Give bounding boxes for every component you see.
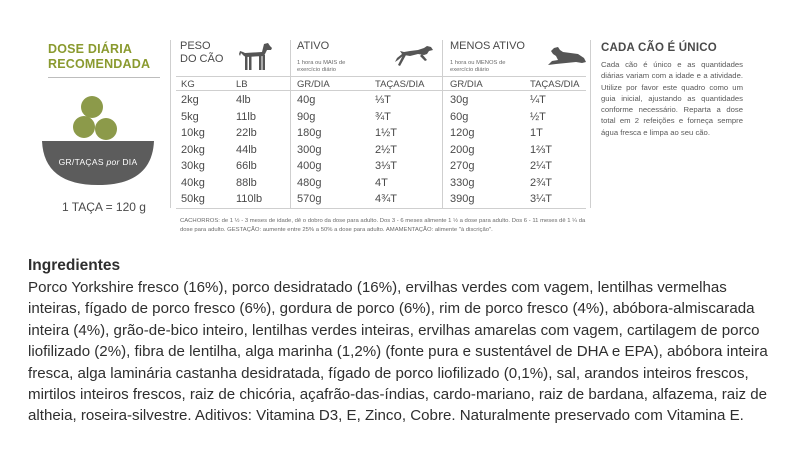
table-cell-row-active-cups: 4T [375,176,388,189]
cup-equivalence: 1 TAÇA = 120 g [62,200,146,214]
table-cell-row-active-gr: 300g [297,143,322,156]
bowl-label-a: GR/TAÇAS [58,157,104,167]
column-header-less-gr: GR/DIA [450,79,483,90]
footnote: CACHORROS: de 1 ½ - 3 meses de idade, dê o dobro da dose para adulto. Dos 3 - 6 meses alimente 1 ½ a dose para adulto. Dos 6 - 11 meses dê 1 ¼ da dose para adulto. GESTAÇÃO: aumente entre 25% a 50% a dose para adulto. AMAMENTAÇÃO: alimente "à discrição". [180,218,586,233]
dose-title [48,42,168,72]
table-cell-row-lb: 11lb [236,110,256,123]
table-cell-row-kg: 10kg [181,127,205,139]
table-cell-row-kg: 40kg [181,176,205,189]
dose-title-line2: RECOMENDADA [48,57,151,71]
kibble-icon [95,118,117,140]
group-active-sub1: 1 hora ou MAIS de [297,60,346,66]
table-cell-row-active-cups: ⅓T [375,94,391,106]
table-cell-row-lb: 66lb [236,160,257,172]
table-cell-row-active-gr: 90g [297,110,316,123]
table-cell-row-less-cups: 2¾T [530,176,553,189]
table-cell-row-less-gr: 200g [450,143,475,156]
group-less-active-sub [450,60,530,74]
table-cell-row-active-cups: 4¾T [375,193,398,205]
group-dog-weight [180,40,223,66]
table-cell-row-less-cups: 1⅔T [530,143,553,156]
bowl-label-c: DIA [122,157,138,167]
running-dog-icon [394,44,434,70]
table-rule [176,208,586,209]
table-cell-row-kg: 20kg [181,143,205,156]
table-cell-row-less-gr: 390g [450,193,475,205]
table-cell-row-less-cups: ¼T [530,94,546,106]
column-header-lb: LB [236,79,248,90]
table-cell-row-lb: 88lb [236,176,257,189]
standing-dog-icon [234,40,274,72]
table-cell-row-kg: 50kg [181,193,205,205]
group-active-sub [297,60,377,74]
table-cell-row-kg: 30kg [181,160,205,172]
table-cell-row-kg: 2kg [181,94,199,106]
bowl-illustration [40,85,170,195]
table-cell-row-less-cups: 3¼T [530,193,553,205]
table-cell-row-less-gr: 330g [450,176,475,189]
table-cell-row-active-gr: 570g [297,193,322,205]
table-cell-row-active-gr: 400g [297,160,322,172]
table-cell-row-less-gr: 270g [450,160,475,172]
table-cell-row-active-cups: 1½T [375,127,398,139]
bowl-icon [40,85,170,195]
ingredients-title: Ingredientes [28,257,121,274]
group-less-active: MENOS ATIVO [450,40,525,52]
table-cell-row-active-gr: 480g [297,176,322,189]
table-rule [590,40,591,208]
divider [48,77,160,78]
table-rule [176,90,586,91]
table-rule [176,76,586,77]
table-rule [290,40,291,208]
group-dog-weight-line2: DO CÃO [180,53,224,65]
table-cell-row-active-gr: 40g [297,94,316,106]
kibble-icon [81,96,103,118]
table-cell-row-kg: 5kg [181,110,199,123]
dose-title-line1: DOSE DIÁRIA [48,42,133,56]
group-active-sub2: exercício diário [297,67,336,73]
column-header-active-gr: GR/DIA [297,79,330,90]
table-cell-row-active-cups: ¾T [375,110,391,123]
column-header-less-cups: TAÇAS/DIA [530,79,580,90]
table-cell-row-less-cups: 1T [530,127,543,139]
kibble-icon [73,116,95,138]
info-title: CADA CÃO É ÚNICO [601,42,717,54]
table-cell-row-less-cups: 2¼T [530,160,553,172]
table-cell-row-lb: 110lb [236,193,263,205]
info-text: Cada cão é único e as quantidades diárias variam com a idade e a atividade. Utilize por favor este quadro como um guia inicial, ajustando as quantidades conforme necessário. Reparta a dose total em 2 refeições e forneça sempre água fresca e limpa ao seu cão. [601,60,743,137]
table-rule [442,40,443,208]
group-less-active-sub2: exercício diário [450,67,489,73]
table-cell-row-lb: 44lb [236,143,257,156]
table-cell-row-lb: 4lb [236,94,251,106]
lying-dog-icon [546,44,588,68]
group-active: ATIVO [297,40,330,52]
table-cell-row-active-gr: 180g [297,127,322,139]
group-less-active-sub1: 1 hora ou MENOS de [450,60,506,66]
bowl-label-b: por [106,157,120,167]
table-cell-row-active-cups: 2½T [375,143,398,156]
ingredients-text: Porco Yorkshire fresco (16%), porco desidratado (16%), ervilhas verdes com vagem, lentilhas vermelhas inteiras, fígado de porco fresco (6%), gordura de porco (6%), rim de porco fresco (4%), abóbora-almiscarada inteira (4%), grão-de-bico inteiro, lentilhas verdes inteiras, ervilhas amarelas com vagem, cartilagem de porco liofilizado (2%), fibra de lentilha, alga marinha (1,2%) (fonte pura e sustentável de DHA e EPA), abóbora inteira fresca, alga laminária castanha desidratada, fígado de porco liofilizado (0,1%), sal, arandos inteiros frescos, mirtilos inteiros frescos, raiz de chicória, açafrão-das-índias, cardo-mariano, raiz de bardana, alfazema, raiz de altheia, roseira-silvestre. Aditivos: Vitamina D3, E, Zinco, Cobre. Naturalmente preservado com Vitamina E. [28,279,768,425]
table-cell-row-less-gr: 30g [450,94,469,106]
column-header-kg: KG [181,79,195,90]
table-cell-row-lb: 22lb [236,127,257,139]
group-dog-weight-line1: PESO [180,40,211,52]
bowl-label [40,157,156,167]
table-cell-row-active-cups: 3⅓T [375,160,398,172]
table-rule [170,40,171,208]
table-cell-row-less-gr: 60g [450,110,469,123]
table-cell-row-less-cups: ½T [530,110,546,123]
table-cell-row-less-gr: 120g [450,127,475,139]
column-header-active-cups: TAÇAS/DIA [375,79,425,90]
